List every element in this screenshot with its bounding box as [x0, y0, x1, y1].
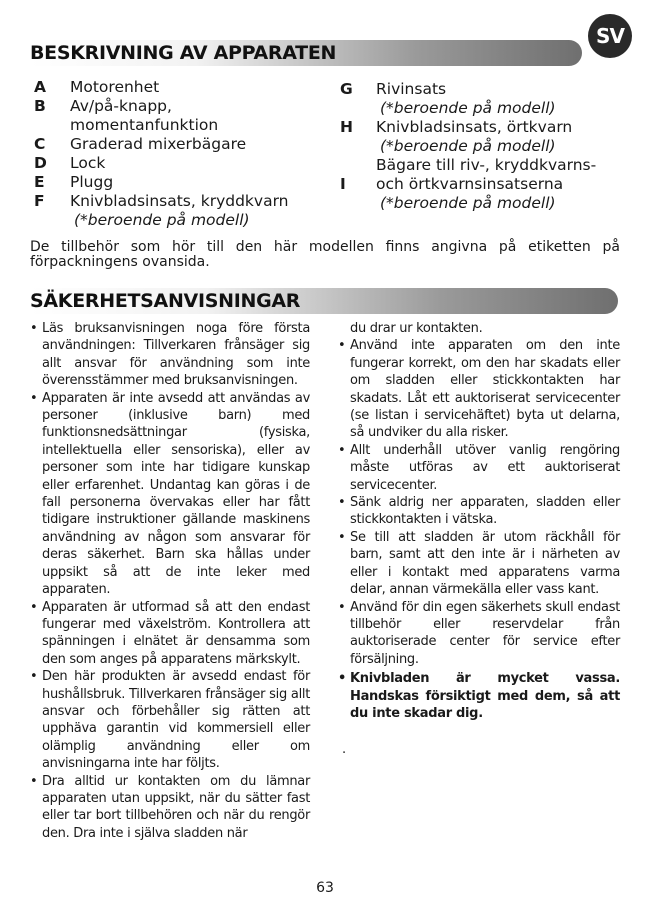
part-label: [376, 80, 625, 118]
safety-text: Den här produkten är avsedd endast för hushållsbruk. Tillverkaren frånsäger sig allt ansvar och förbehåller sig rätten att upphäva garantin vid kommersiell eller olämplig användning eller om anvisningarna inte har följts.: [42, 669, 310, 772]
bullet: •: [30, 390, 38, 406]
safety-text: Läs bruksanvisningen noga före första användningen: Tillverkaren frånsäger sig allt ansvar för användning som inte överensstämmer med bruksanvisningen.: [42, 321, 310, 389]
safety-continuation: du drar ur kontakten.: [350, 321, 483, 336]
part-label: Av/på-knapp, momentanfunktion: [70, 97, 219, 134]
part-item: [34, 154, 334, 173]
safety-text: Sänk aldrig ner apparaten, sladden eller stickkontakten i vätska.: [350, 495, 620, 528]
safety-text: Apparaten är utformad så att den endast fungerar med växelström. Kontrollera att spänningen i elnätet är densamma som den som anges på apparatens märkskylt.: [42, 599, 310, 667]
bullet: •: [338, 338, 346, 354]
bullet: •: [30, 599, 38, 615]
part-letter: F: [34, 192, 45, 210]
part-item: [34, 78, 334, 97]
section-title-description: BESKRIVNING AV APPARATEN: [30, 42, 337, 64]
part-item: [34, 97, 334, 135]
safety-item: [338, 337, 620, 441]
parts-list-left: [34, 78, 334, 230]
part-label: Graderad mixerbägare: [70, 135, 247, 153]
part-item: [34, 173, 334, 192]
safety-warning: [338, 670, 620, 722]
bullet: •: [338, 442, 346, 458]
part-item: [340, 80, 625, 118]
part-letter: C: [34, 135, 46, 153]
safety-item: [30, 390, 310, 599]
part-model-note: (*beroende på modell): [380, 99, 556, 117]
bullet: •: [338, 495, 346, 511]
safety-item: [338, 599, 620, 669]
part-label: [70, 192, 334, 230]
part-model-note: (*beroende på modell): [74, 211, 250, 229]
bullet: •: [30, 773, 38, 789]
part-model-note: (*beroende på modell): [380, 194, 556, 212]
section-title-safety: SÄKERHETSANVISNINGAR: [30, 290, 301, 312]
part-label: [376, 156, 625, 213]
part-letter: H: [340, 118, 353, 136]
safety-text: Använd inte apparaten om den inte fungerar korrekt, om den har skadats eller om sladden eller stickkontakten har skadats. Låt ett auktoriserat servicecenter (se listan i servicehäftet) byta ut delarna, så undviker du alla risker.: [350, 338, 620, 441]
part-label-text: Knivbladsinsats, örtkvarn: [376, 118, 573, 136]
safety-text: Använd för din egen säkerhets skull endast tillbehör eller reservdelar från auktoriserade center för service efter försäljning.: [350, 599, 620, 667]
safety-item: [30, 599, 310, 669]
part-letter: B: [34, 97, 46, 115]
part-label: Plugg: [70, 173, 114, 191]
part-item: [34, 192, 334, 230]
safety-item: [338, 494, 620, 529]
bullet: •: [338, 599, 346, 615]
part-letter: G: [340, 80, 353, 98]
part-letter: A: [34, 78, 46, 96]
part-item: [340, 118, 625, 156]
part-label-text: Rivinsats: [376, 80, 447, 98]
part-label-text: Knivbladsinsats, kryddkvarn: [70, 192, 289, 210]
accessories-note: De tillbehör som hör till den här modellen finns angivna på etiketten på förpackningens ovansida.: [30, 239, 620, 270]
safety-text: Allt underhåll utöver vanlig rengöring måste utföras av ett auktoriserat servicecenter.: [350, 442, 620, 493]
part-label: Lock: [70, 154, 106, 172]
safety-item: [338, 442, 620, 494]
part-model-note: (*beroende på modell): [380, 137, 556, 155]
part-item: [34, 135, 334, 154]
bullet: •: [30, 321, 38, 336]
part-letter: I: [340, 175, 346, 193]
part-label-text: Bägare till riv-, kryddkvarns- och örtkvarnsinsatserna: [376, 156, 597, 193]
part-letter: E: [34, 173, 45, 191]
bullet: •: [338, 671, 347, 687]
language-badge: SV: [588, 14, 632, 58]
part-label: [376, 118, 625, 156]
stray-mark: .: [342, 742, 347, 757]
page-number: 63: [316, 880, 334, 896]
part-letter: D: [34, 154, 47, 172]
safety-item: [30, 320, 310, 390]
safety-column-left: [30, 320, 310, 842]
safety-item: [338, 529, 620, 599]
safety-text: Dra alltid ur kontakten om du lämnar apparaten utan uppsikt, när du sätter fast eller tar bort tillbehören och när du rengör den. Dra inte i själva sladden när: [42, 773, 310, 841]
part-item: [340, 156, 625, 213]
safety-warning-text: Knivbladen är mycket vassa. Handskas försiktigt med dem, så att du inte skadar dig.: [350, 671, 620, 721]
safety-column-right: [338, 320, 620, 722]
part-label: Motorenhet: [70, 78, 160, 96]
safety-item: [30, 773, 310, 843]
safety-text: Se till att sladden är utom räckhåll för barn, samt att den inte är i närheten av eller i kontakt med apparatens varma delar, annan värmekälla eller vass kant.: [350, 529, 620, 598]
bullet: •: [338, 529, 346, 545]
safety-item: [30, 668, 310, 772]
bullet: •: [30, 669, 38, 685]
safety-text: Apparaten är inte avsedd att användas av personer (inklusive barn) med funktionsnedsättningar (fysiska, intellektuella eller sensoriska), eller av personer som inte har tidigare kunskap eller erfarenhet. Undantag kan göras i de fall personerna övervakas eller har fått tidigare instruktioner gällande maskinens användning av någon som ansvarar för deras säkerhet. Barn ska hållas under uppsikt så att de inte leker med apparaten.: [42, 390, 310, 598]
parts-list-right: [340, 80, 625, 213]
